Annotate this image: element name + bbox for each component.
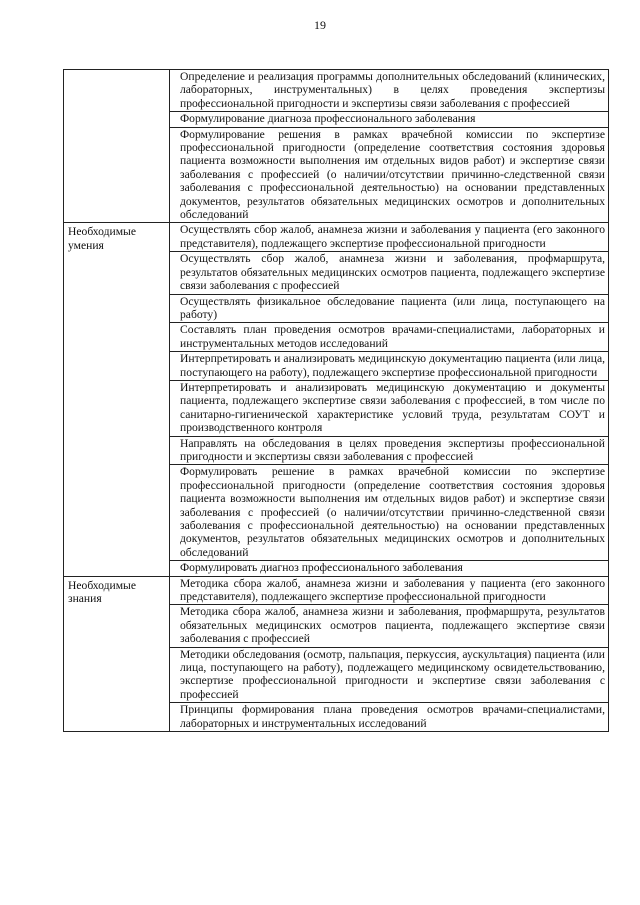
section-label-skills: Необходимые умения: [64, 223, 170, 576]
cell-text: Осуществлять сбор жалоб, анамнеза жизни и заболевания, профмаршрута, результатов обязательных медицинских осмотров пациента, подлежащего экспертизе связи заболевания с профессией: [180, 252, 605, 293]
table-cell: [170, 647, 609, 703]
cell-text: Интерпретировать и анализировать медицинскую документацию пациента (или лица, поступающего на работу), подлежащего экспертизе профессиональной пригодности: [180, 352, 605, 379]
table-cell: [170, 127, 609, 223]
cell-text: Определение и реализация программы дополнительных обследований (клинических, лабораторных, инструментальных) в целях проведения экспертизы профессиональной пригодности и экспертизы связи заболевания с профессией: [180, 70, 605, 110]
competency-table: [63, 69, 609, 732]
table-cell: [170, 703, 609, 732]
table-row: [64, 576, 609, 605]
table-cell: [170, 576, 609, 605]
cell-text: Методика сбора жалоб, анамнеза жизни и заболевания у пациента (его законного представителя), подлежащего экспертизе профессиональной пригодности: [180, 576, 605, 604]
cell-text: Методики обследования (осмотр, пальпация, перкуссия, аускультация) пациента (или лица, поступающего на работу), подлежащего медицинскому освидетельствованию, экспертизе профессиональной пригодности и экспертизе связи заболевания с профессией: [180, 647, 605, 701]
table-cell: [170, 436, 609, 465]
cell-text: Направлять на обследования в целях проведения экспертизы профессиональной пригодности и экспертизы связи заболевания с профессией: [180, 436, 605, 463]
table-cell: [170, 70, 609, 112]
table-cell: [170, 561, 609, 576]
table-cell: [170, 352, 609, 381]
cell-text: Формулировать решение в рамках врачебной комиссии по экспертизе профессиональной пригодности (определение соответствия состояния здоровья пациента возможности выполнения им отдельных видов работ) и экспертизе связи заболевания с профессией (о наличии/отсутствии причинно-следственной связи заболевания с профессиональной деятельностью) на основании представленных документов, результатов обязательных медицинских осмотров и дополнительных обследований: [180, 465, 605, 559]
cell-text: Формулирование диагноза профессионального заболевания: [180, 112, 476, 126]
table-cell: [170, 465, 609, 561]
table-cell: [170, 380, 609, 436]
table-cell: [170, 605, 609, 647]
table-row: [64, 70, 609, 112]
table-cell: [170, 294, 609, 323]
table-cell: [170, 323, 609, 352]
table-cell: [170, 252, 609, 294]
section-label-knowledge: Необходимые знания: [64, 576, 170, 731]
table-cell: [170, 223, 609, 252]
cell-text: Осуществлять сбор жалоб, анамнеза жизни и заболевания у пациента (его законного представителя), подлежащего экспертизе профессиональной пригодности: [180, 223, 605, 250]
page-number: 19: [314, 18, 326, 32]
cell-text: Формулирование решения в рамках врачебной комиссии по экспертизе профессиональной пригодности (определение соответствия состояния здоровья пациента возможности выполнения им отдельных видов работ) и экспертизе связи заболевания с профессией (о наличии/отсутствии причинно-следственной связи заболевания с профессиональной деятельностью) на основании представленных документов, результатов обязательных медицинских осмотров и дополнительных обследований: [180, 127, 605, 222]
cell-text: Формулировать диагноз профессионального заболевания: [180, 561, 463, 575]
table-cell: [170, 112, 609, 127]
section-label-empty: [64, 70, 170, 223]
cell-text: Принципы формирования плана проведения осмотров врачами-специалистами, лабораторных и инструментальных исследований: [180, 703, 605, 730]
cell-text: Методика сбора жалоб, анамнеза жизни и заболевания, профмаршрута, результатов обязательных медицинских осмотров пациента, подлежащего экспертизе связи заболевания с профессией: [180, 605, 605, 646]
cell-text: Интерпретировать и анализировать медицинскую документацию и документы пациента, подлежащего экспертизе связи заболевания с профессией, в том числе по санитарно-гигиенической характеристике условий труда, результатам СОУТ и производственного контроля: [180, 380, 605, 435]
table-row: [64, 223, 609, 252]
cell-text: Осуществлять физикальное обследование пациента (или лица, поступающего на работу): [180, 294, 605, 321]
cell-text: Составлять план проведения осмотров врачами-специалистами, лабораторных и инструментальных методов исследований: [180, 323, 605, 350]
